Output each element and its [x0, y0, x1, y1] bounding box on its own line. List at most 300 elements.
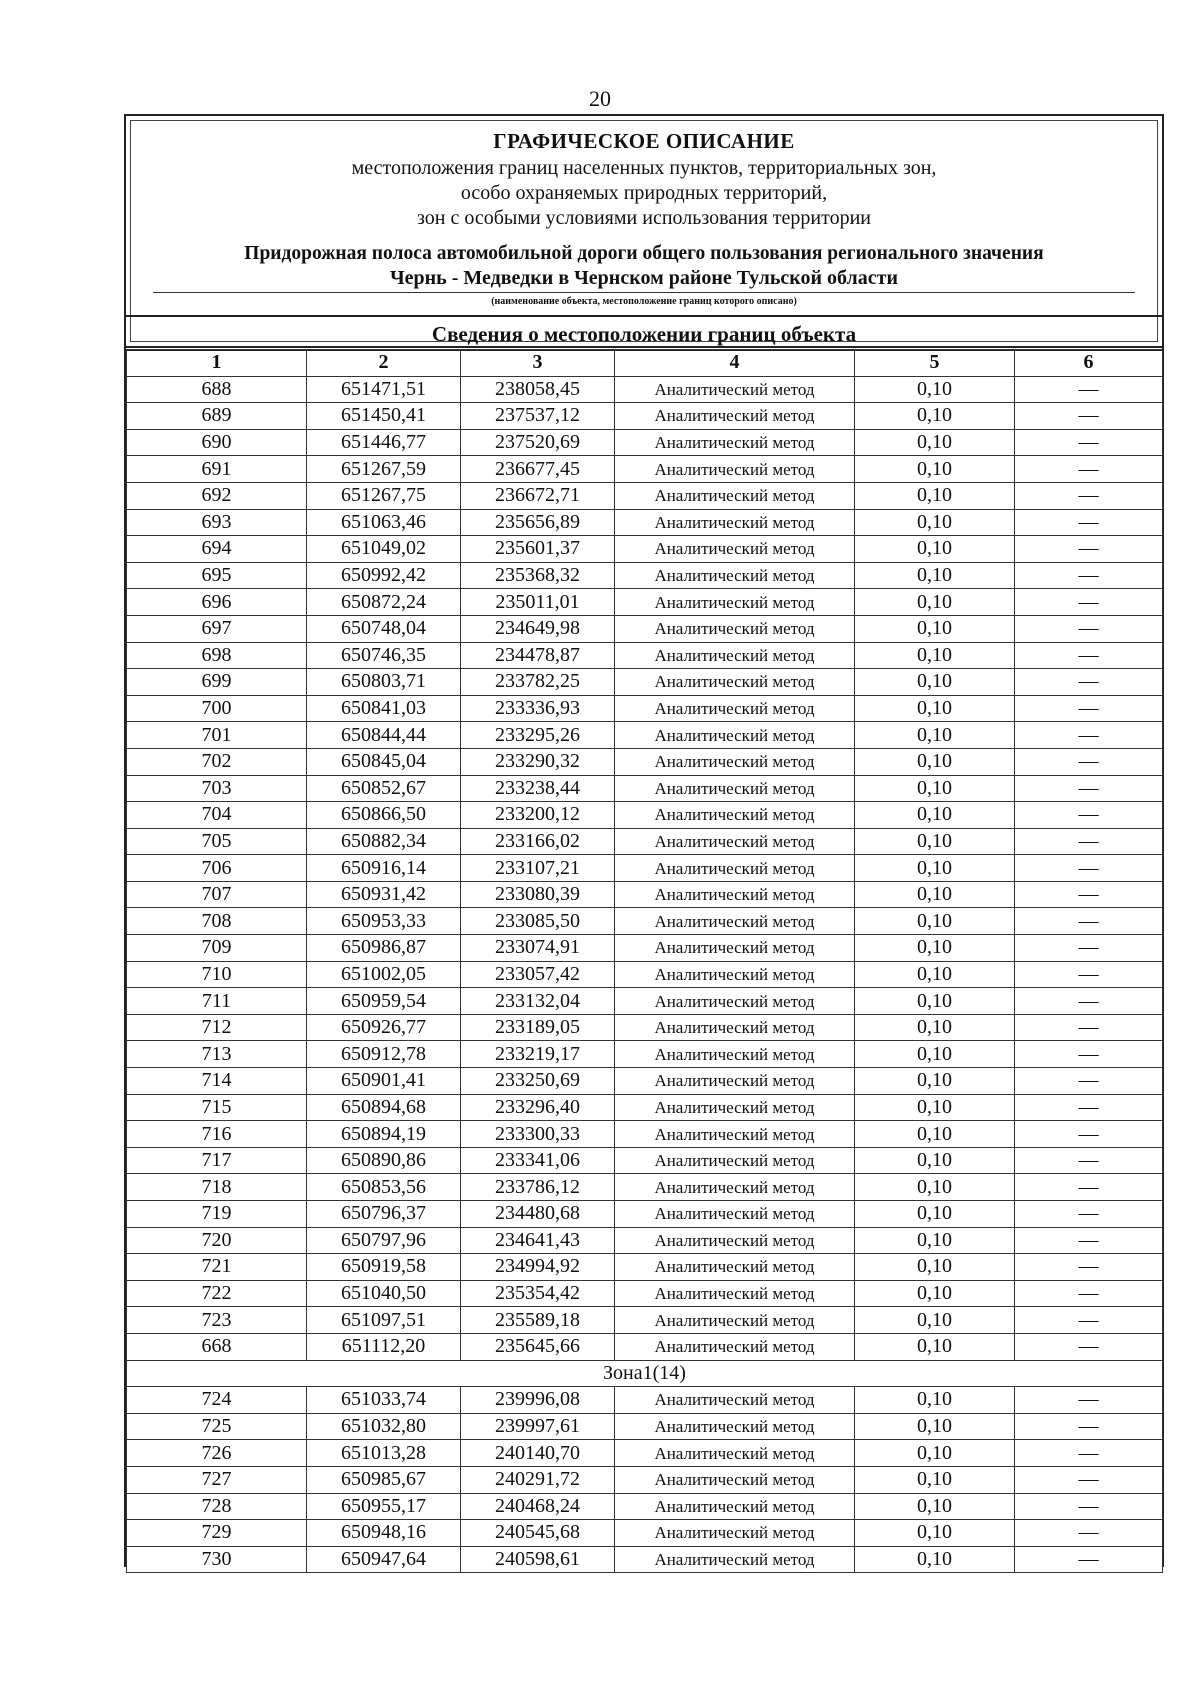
method-cell: Аналитический метод [615, 456, 855, 483]
y-coordinate-cell: 237520,69 [461, 429, 615, 456]
accuracy-cell: 0,10 [855, 1121, 1015, 1148]
y-coordinate-cell: 233200,12 [461, 802, 615, 829]
y-coordinate-cell: 233336,93 [461, 695, 615, 722]
point-number-cell: 729 [127, 1520, 307, 1547]
point-number-cell: 694 [127, 536, 307, 563]
accuracy-cell: 0,10 [855, 1440, 1015, 1467]
point-number-cell: 721 [127, 1254, 307, 1281]
table-row [127, 482, 1163, 509]
point-number-cell: 693 [127, 509, 307, 536]
y-coordinate-cell: 233300,33 [461, 1121, 615, 1148]
point-number-cell: 713 [127, 1041, 307, 1068]
table-row [127, 881, 1163, 908]
point-number-cell: 707 [127, 881, 307, 908]
note-cell: — [1015, 1227, 1163, 1254]
y-coordinate-cell: 233296,40 [461, 1094, 615, 1121]
y-coordinate-cell: 235354,42 [461, 1280, 615, 1307]
accuracy-cell: 0,10 [855, 1041, 1015, 1068]
note-cell: — [1015, 615, 1163, 642]
point-number-cell: 689 [127, 403, 307, 430]
point-number-cell: 715 [127, 1094, 307, 1121]
y-coordinate-cell: 235656,89 [461, 509, 615, 536]
y-coordinate-cell: 234641,43 [461, 1227, 615, 1254]
method-cell: Аналитический метод [615, 1227, 855, 1254]
table-body-part-1 [127, 376, 1163, 1360]
point-number-cell: 718 [127, 1174, 307, 1201]
method-cell: Аналитический метод [615, 1440, 855, 1467]
x-coordinate-cell: 650894,68 [307, 1094, 461, 1121]
method-cell: Аналитический метод [615, 1413, 855, 1440]
accuracy-cell: 0,10 [855, 562, 1015, 589]
accuracy-cell: 0,10 [855, 961, 1015, 988]
table-row [127, 376, 1163, 403]
x-coordinate-cell: 650926,77 [307, 1014, 461, 1041]
y-coordinate-cell: 233057,42 [461, 961, 615, 988]
x-coordinate-cell: 651450,41 [307, 403, 461, 430]
y-coordinate-cell: 235589,18 [461, 1307, 615, 1334]
table-row [127, 1227, 1163, 1254]
y-coordinate-cell: 233219,17 [461, 1041, 615, 1068]
table-row [127, 748, 1163, 775]
method-cell: Аналитический метод [615, 669, 855, 696]
method-cell: Аналитический метод [615, 1068, 855, 1095]
x-coordinate-cell: 651033,74 [307, 1387, 461, 1414]
x-coordinate-cell: 651013,28 [307, 1440, 461, 1467]
y-coordinate-cell: 233290,32 [461, 748, 615, 775]
y-coordinate-cell: 233166,02 [461, 828, 615, 855]
point-number-cell: 716 [127, 1121, 307, 1148]
note-cell: — [1015, 1493, 1163, 1520]
accuracy-cell: 0,10 [855, 429, 1015, 456]
note-cell: — [1015, 429, 1163, 456]
table-row [127, 1466, 1163, 1493]
accuracy-cell: 0,10 [855, 1520, 1015, 1547]
note-cell: — [1015, 456, 1163, 483]
x-coordinate-cell: 650845,04 [307, 748, 461, 775]
accuracy-cell: 0,10 [855, 855, 1015, 882]
y-coordinate-cell: 233189,05 [461, 1014, 615, 1041]
y-coordinate-cell: 240598,61 [461, 1546, 615, 1573]
method-cell: Аналитический метод [615, 1041, 855, 1068]
accuracy-cell: 0,10 [855, 615, 1015, 642]
x-coordinate-cell: 650841,03 [307, 695, 461, 722]
note-cell: — [1015, 1014, 1163, 1041]
method-cell: Аналитический метод [615, 376, 855, 403]
accuracy-cell: 0,10 [855, 1254, 1015, 1281]
note-cell: — [1015, 1254, 1163, 1281]
y-coordinate-cell: 240291,72 [461, 1466, 615, 1493]
x-coordinate-cell: 651032,80 [307, 1413, 461, 1440]
y-coordinate-cell: 240140,70 [461, 1440, 615, 1467]
note-cell: — [1015, 1121, 1163, 1148]
method-cell: Аналитический метод [615, 828, 855, 855]
x-coordinate-cell: 651267,75 [307, 482, 461, 509]
note-cell: — [1015, 908, 1163, 935]
point-number-cell: 705 [127, 828, 307, 855]
note-cell: — [1015, 802, 1163, 829]
accuracy-cell: 0,10 [855, 802, 1015, 829]
method-cell: Аналитический метод [615, 722, 855, 749]
point-number-cell: 714 [127, 1068, 307, 1095]
note-cell: — [1015, 988, 1163, 1015]
table-row [127, 695, 1163, 722]
point-number-cell: 717 [127, 1147, 307, 1174]
accuracy-cell: 0,10 [855, 1174, 1015, 1201]
accuracy-cell: 0,10 [855, 775, 1015, 802]
x-coordinate-cell: 650748,04 [307, 615, 461, 642]
point-number-cell: 710 [127, 961, 307, 988]
table-row [127, 961, 1163, 988]
accuracy-cell: 0,10 [855, 403, 1015, 430]
y-coordinate-cell: 234649,98 [461, 615, 615, 642]
y-coordinate-cell: 233238,44 [461, 775, 615, 802]
method-cell: Аналитический метод [615, 1147, 855, 1174]
accuracy-cell: 0,10 [855, 1307, 1015, 1334]
note-cell: — [1015, 1307, 1163, 1334]
table-row [127, 1440, 1163, 1467]
x-coordinate-cell: 650894,19 [307, 1121, 461, 1148]
column-header: 1 [127, 350, 307, 377]
y-coordinate-cell: 235368,32 [461, 562, 615, 589]
accuracy-cell: 0,10 [855, 1227, 1015, 1254]
table-row [127, 722, 1163, 749]
x-coordinate-cell: 650803,71 [307, 669, 461, 696]
method-cell: Аналитический метод [615, 1333, 855, 1360]
object-name-line-2: Чернь - Медведки в Чернском районе Тульской области [389, 267, 899, 289]
x-coordinate-cell: 650852,67 [307, 775, 461, 802]
x-coordinate-cell: 650947,64 [307, 1546, 461, 1573]
table-row [127, 802, 1163, 829]
x-coordinate-cell: 650931,42 [307, 881, 461, 908]
note-cell: — [1015, 961, 1163, 988]
accuracy-cell: 0,10 [855, 536, 1015, 563]
note-cell: — [1015, 722, 1163, 749]
x-coordinate-cell: 651446,77 [307, 429, 461, 456]
document-header [124, 114, 1164, 348]
column-header: 6 [1015, 350, 1163, 377]
column-header: 4 [615, 350, 855, 377]
point-number-cell: 692 [127, 482, 307, 509]
table-row [127, 908, 1163, 935]
table-row [127, 1014, 1163, 1041]
x-coordinate-cell: 650797,96 [307, 1227, 461, 1254]
y-coordinate-cell: 233295,26 [461, 722, 615, 749]
method-cell: Аналитический метод [615, 482, 855, 509]
table-row [127, 855, 1163, 882]
point-number-cell: 723 [127, 1307, 307, 1334]
x-coordinate-cell: 650919,58 [307, 1254, 461, 1281]
accuracy-cell: 0,10 [855, 722, 1015, 749]
accuracy-cell: 0,10 [855, 881, 1015, 908]
note-cell: — [1015, 1201, 1163, 1228]
y-coordinate-cell: 233132,04 [461, 988, 615, 1015]
method-cell: Аналитический метод [615, 775, 855, 802]
y-coordinate-cell: 233786,12 [461, 1174, 615, 1201]
x-coordinate-cell: 650959,54 [307, 988, 461, 1015]
note-cell: — [1015, 642, 1163, 669]
point-number-cell: 696 [127, 589, 307, 616]
subtitle-line-3: зон с особыми условиями использования территории [416, 207, 872, 229]
accuracy-cell: 0,10 [855, 642, 1015, 669]
y-coordinate-cell: 233085,50 [461, 908, 615, 935]
table-row [127, 536, 1163, 563]
method-cell: Аналитический метод [615, 1201, 855, 1228]
y-coordinate-cell: 236677,45 [461, 456, 615, 483]
x-coordinate-cell: 650872,24 [307, 589, 461, 616]
subtitle-line-1: местоположения границ населенных пунктов, территориальных зон, [351, 157, 937, 179]
point-number-cell: 712 [127, 1014, 307, 1041]
accuracy-cell: 0,10 [855, 828, 1015, 855]
method-cell: Аналитический метод [615, 1387, 855, 1414]
accuracy-cell: 0,10 [855, 1014, 1015, 1041]
note-cell: — [1015, 1147, 1163, 1174]
accuracy-cell: 0,10 [855, 748, 1015, 775]
y-coordinate-cell: 234994,92 [461, 1254, 615, 1281]
note-cell: — [1015, 775, 1163, 802]
table-row [127, 1546, 1163, 1573]
method-cell: Аналитический метод [615, 589, 855, 616]
method-cell: Аналитический метод [615, 1121, 855, 1148]
note-cell: — [1015, 1413, 1163, 1440]
x-coordinate-cell: 650796,37 [307, 1201, 461, 1228]
x-coordinate-cell: 650992,42 [307, 562, 461, 589]
note-cell: — [1015, 482, 1163, 509]
note-cell: — [1015, 376, 1163, 403]
note-cell: — [1015, 1041, 1163, 1068]
note-cell: — [1015, 881, 1163, 908]
y-coordinate-cell: 233074,91 [461, 935, 615, 962]
table-row [127, 1121, 1163, 1148]
note-cell: — [1015, 1280, 1163, 1307]
x-coordinate-cell: 650986,87 [307, 935, 461, 962]
method-cell: Аналитический метод [615, 642, 855, 669]
method-cell: Аналитический метод [615, 615, 855, 642]
column-header: 2 [307, 350, 461, 377]
method-cell: Аналитический метод [615, 403, 855, 430]
table-row [127, 509, 1163, 536]
table-row [127, 1307, 1163, 1334]
point-number-cell: 719 [127, 1201, 307, 1228]
table-row [127, 1280, 1163, 1307]
point-number-cell: 727 [127, 1466, 307, 1493]
accuracy-cell: 0,10 [855, 935, 1015, 962]
y-coordinate-cell: 238058,45 [461, 376, 615, 403]
note-cell: — [1015, 1068, 1163, 1095]
column-header: 5 [855, 350, 1015, 377]
table-row [127, 1174, 1163, 1201]
table-row [127, 562, 1163, 589]
accuracy-cell: 0,10 [855, 1201, 1015, 1228]
x-coordinate-cell: 650953,33 [307, 908, 461, 935]
y-coordinate-cell: 233107,21 [461, 855, 615, 882]
note-cell: — [1015, 562, 1163, 589]
y-coordinate-cell: 237537,12 [461, 403, 615, 430]
method-cell: Аналитический метод [615, 1280, 855, 1307]
x-coordinate-cell: 650890,86 [307, 1147, 461, 1174]
method-cell: Аналитический метод [615, 1174, 855, 1201]
accuracy-cell: 0,10 [855, 695, 1015, 722]
y-coordinate-cell: 234478,87 [461, 642, 615, 669]
y-coordinate-cell: 234480,68 [461, 1201, 615, 1228]
note-cell: — [1015, 1546, 1163, 1573]
table-row [127, 403, 1163, 430]
table-row [127, 642, 1163, 669]
table-row [127, 1413, 1163, 1440]
section-header [124, 315, 1164, 351]
method-cell: Аналитический метод [615, 509, 855, 536]
y-coordinate-cell: 233341,06 [461, 1147, 615, 1174]
accuracy-cell: 0,10 [855, 1333, 1015, 1360]
note-cell: — [1015, 1387, 1163, 1414]
point-number-cell: 704 [127, 802, 307, 829]
table-row [127, 935, 1163, 962]
method-cell: Аналитический метод [615, 562, 855, 589]
method-cell: Аналитический метод [615, 855, 855, 882]
y-coordinate-cell: 235011,01 [461, 589, 615, 616]
x-coordinate-cell: 650746,35 [307, 642, 461, 669]
point-number-cell: 691 [127, 456, 307, 483]
note-cell: — [1015, 1333, 1163, 1360]
note-cell: — [1015, 536, 1163, 563]
note-cell: — [1015, 589, 1163, 616]
table-row [127, 1068, 1163, 1095]
object-name-caption: (наименование объекта, местоположение границ которого описано) [491, 296, 797, 307]
table-row [127, 669, 1163, 696]
x-coordinate-cell: 650866,50 [307, 802, 461, 829]
accuracy-cell: 0,10 [855, 1094, 1015, 1121]
x-coordinate-cell: 651063,46 [307, 509, 461, 536]
section-title: Сведения о местоположении границ объекта [431, 322, 857, 346]
x-coordinate-cell: 650948,16 [307, 1520, 461, 1547]
method-cell: Аналитический метод [615, 988, 855, 1015]
point-number-cell: 688 [127, 376, 307, 403]
object-name-line-1: Придорожная полоса автомобильной дороги общего пользования регионального значения [244, 243, 1044, 264]
x-coordinate-cell: 651471,51 [307, 376, 461, 403]
page-number: 20 [589, 86, 611, 111]
point-number-cell: 699 [127, 669, 307, 696]
note-cell: — [1015, 935, 1163, 962]
accuracy-cell: 0,10 [855, 1413, 1015, 1440]
point-number-cell: 725 [127, 1413, 307, 1440]
accuracy-cell: 0,10 [855, 908, 1015, 935]
method-cell: Аналитический метод [615, 1307, 855, 1334]
note-cell: — [1015, 1520, 1163, 1547]
method-cell: Аналитический метод [615, 802, 855, 829]
method-cell: Аналитический метод [615, 1014, 855, 1041]
table-row [127, 775, 1163, 802]
x-coordinate-cell: 650916,14 [307, 855, 461, 882]
note-cell: — [1015, 1174, 1163, 1201]
header-inner-border [130, 120, 1158, 342]
table-row [127, 1520, 1163, 1547]
point-number-cell: 701 [127, 722, 307, 749]
note-cell: — [1015, 695, 1163, 722]
point-number-cell: 724 [127, 1387, 307, 1414]
x-coordinate-cell: 650955,17 [307, 1493, 461, 1520]
object-name-underline [153, 292, 1135, 293]
table-body-part-2 [127, 1387, 1163, 1573]
table-row [127, 1147, 1163, 1174]
method-cell: Аналитический метод [615, 1094, 855, 1121]
table-row [127, 1493, 1163, 1520]
y-coordinate-cell: 239997,61 [461, 1413, 615, 1440]
x-coordinate-cell: 650853,56 [307, 1174, 461, 1201]
table-row [127, 429, 1163, 456]
x-coordinate-cell: 650985,67 [307, 1466, 461, 1493]
table-row [127, 1333, 1163, 1360]
accuracy-cell: 0,10 [855, 1493, 1015, 1520]
table-row [127, 988, 1163, 1015]
point-number-cell: 730 [127, 1546, 307, 1573]
accuracy-cell: 0,10 [855, 456, 1015, 483]
method-cell: Аналитический метод [615, 429, 855, 456]
note-cell: — [1015, 855, 1163, 882]
note-cell: — [1015, 1466, 1163, 1493]
note-cell: — [1015, 1094, 1163, 1121]
accuracy-cell: 0,10 [855, 1546, 1015, 1573]
subtitle-line-2: особо охраняемых природных территорий, [460, 182, 828, 204]
method-cell: Аналитический метод [615, 1546, 855, 1573]
x-coordinate-cell: 651002,05 [307, 961, 461, 988]
method-cell: Аналитический метод [615, 695, 855, 722]
x-coordinate-cell: 651112,20 [307, 1333, 461, 1360]
x-coordinate-cell: 651097,51 [307, 1307, 461, 1334]
coordinates-table [126, 349, 1163, 1573]
point-number-cell: 695 [127, 562, 307, 589]
point-number-cell: 726 [127, 1440, 307, 1467]
table-row [127, 1201, 1163, 1228]
y-coordinate-cell: 233250,69 [461, 1068, 615, 1095]
point-number-cell: 722 [127, 1280, 307, 1307]
point-number-cell: 702 [127, 748, 307, 775]
x-coordinate-cell: 651049,02 [307, 536, 461, 563]
point-number-cell: 708 [127, 908, 307, 935]
table-row [127, 1041, 1163, 1068]
method-cell: Аналитический метод [615, 881, 855, 908]
point-number-cell: 700 [127, 695, 307, 722]
y-coordinate-cell: 239996,08 [461, 1387, 615, 1414]
method-cell: Аналитический метод [615, 961, 855, 988]
table-row [127, 1094, 1163, 1121]
point-number-cell: 690 [127, 429, 307, 456]
point-number-cell: 698 [127, 642, 307, 669]
zone-row [127, 1360, 1163, 1387]
x-coordinate-cell: 650901,41 [307, 1068, 461, 1095]
x-coordinate-cell: 650882,34 [307, 828, 461, 855]
y-coordinate-cell: 233782,25 [461, 669, 615, 696]
note-cell: — [1015, 669, 1163, 696]
method-cell: Аналитический метод [615, 748, 855, 775]
accuracy-cell: 0,10 [855, 988, 1015, 1015]
note-cell: — [1015, 1440, 1163, 1467]
method-cell: Аналитический метод [615, 1493, 855, 1520]
x-coordinate-cell: 650844,44 [307, 722, 461, 749]
accuracy-cell: 0,10 [855, 509, 1015, 536]
accuracy-cell: 0,10 [855, 1280, 1015, 1307]
point-number-cell: 709 [127, 935, 307, 962]
y-coordinate-cell: 235645,66 [461, 1333, 615, 1360]
accuracy-cell: 0,10 [855, 1068, 1015, 1095]
y-coordinate-cell: 233080,39 [461, 881, 615, 908]
accuracy-cell: 0,10 [855, 1147, 1015, 1174]
accuracy-cell: 0,10 [855, 589, 1015, 616]
point-number-cell: 728 [127, 1493, 307, 1520]
accuracy-cell: 0,10 [855, 482, 1015, 509]
note-cell: — [1015, 828, 1163, 855]
point-number-cell: 711 [127, 988, 307, 1015]
note-cell: — [1015, 509, 1163, 536]
method-cell: Аналитический метод [615, 935, 855, 962]
